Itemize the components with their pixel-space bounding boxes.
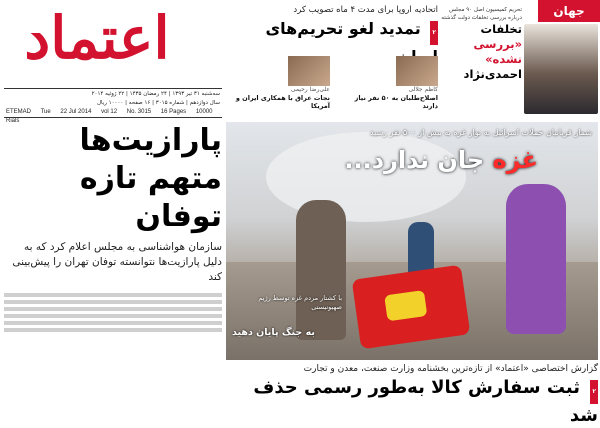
dateline bbox=[4, 88, 222, 124]
left-story-dek: سازمان هواشناسی به مجلس اعلام کرد که به دلیل پارازیت‌ها نتوانسته توفان تهران را پیش‌بینی کند bbox=[12, 241, 222, 283]
dateline-persian-2: سال دوازدهم | شماره ۳۰۱۵ | ۱۶ صفحه | ۱۰۰۰۰ ریال bbox=[97, 100, 220, 106]
mini-stories bbox=[222, 56, 438, 116]
photo-caption-bold: به جنگ پایان دهید bbox=[232, 327, 315, 338]
bottom-story-headline-text: ثبت سفارش کالا به‌طور رسمی حذف شد bbox=[253, 377, 598, 426]
photo-figure-left bbox=[296, 200, 346, 340]
dateline-persian-1: سه‌شنبه ۳۱ تیر ۱۳۹۳ | ۲۴ رمضان ۱۴۳۵ | ۲۲ ژوئیه ۲۰۱۴ bbox=[91, 91, 220, 97]
dateline-en-day: Tue bbox=[40, 109, 51, 115]
right-story-headline-2: «بررسی نشده» bbox=[473, 37, 522, 66]
dateline-en-price: 10000 Rials bbox=[6, 109, 213, 124]
bottom-story-page-number: ۲ bbox=[590, 380, 598, 404]
photo-story-headline-red: غزه bbox=[492, 146, 538, 174]
dateline-en-logo: ETEMAD bbox=[6, 109, 32, 115]
mini-story-1-name: کاظم جلالی bbox=[408, 86, 438, 93]
mini-story-2-photo bbox=[288, 56, 330, 86]
top-story-headline-text: تمدید لغو تحریم‌های bbox=[265, 19, 421, 38]
section-badge: جهان bbox=[538, 0, 600, 22]
photo-story-kicker: شمار قربانیان حملات اسرائیل به نوار غزه به بیش از ۵۰۰ نفر رسید bbox=[369, 128, 592, 137]
dateline-en-vol: vol 12 bbox=[101, 109, 118, 115]
right-story-summary: تحریم کمیسیون اصل ۹۰ مجلس درباره بررسی تخلفات دولت گذشته bbox=[441, 7, 522, 21]
right-story-headline-3: احمدی‌نژاد bbox=[463, 67, 522, 81]
top-story-kicker: اتحادیه اروپا برای مدت ۴ ماه تصویب کرد bbox=[293, 5, 438, 15]
left-story-headline-2: متهم تازه توفان bbox=[79, 161, 222, 234]
mini-story-1[interactable] bbox=[338, 56, 438, 116]
photo-figure-right bbox=[506, 184, 566, 334]
dateline-en-date: 22 Jul 2014 bbox=[60, 109, 92, 115]
dateline-en-no: No. 3015 bbox=[126, 109, 152, 115]
lead-photo[interactable] bbox=[226, 122, 598, 360]
masthead-logo: اعتماد bbox=[24, 4, 170, 72]
bottom-story-kicker: گزارش اختصاصی «اعتماد» از تازه‌ترین بخشنامه وزارت صنعت، معدن و تجارت bbox=[303, 364, 598, 374]
mini-story-2-name: علی‌رضا رحیمی bbox=[290, 86, 330, 93]
right-story-text bbox=[440, 6, 522, 82]
mini-story-2[interactable] bbox=[230, 56, 330, 116]
mini-story-2-title: نجات عراق با همکاری ایران و آمریکا bbox=[235, 94, 330, 110]
dateline-en-pages: 16 Pages bbox=[160, 109, 187, 115]
top-story-page-number: ۲ bbox=[430, 21, 438, 45]
bottom-story-headline bbox=[226, 376, 598, 428]
mini-story-1-photo bbox=[396, 56, 438, 86]
left-story-headline-1: پارازیت‌ها bbox=[79, 123, 222, 158]
bottom-story[interactable] bbox=[226, 362, 598, 426]
right-story-headline-1: تخلفات bbox=[480, 22, 522, 36]
left-story-body-placeholder bbox=[4, 293, 222, 332]
photo-story-headline-rest: جان ندارد... bbox=[344, 146, 485, 174]
photo-caption: با کشتار مردم غزه توسط رژیم صهیونیستی bbox=[258, 294, 342, 311]
portrait-photo bbox=[524, 24, 598, 114]
top-story[interactable] bbox=[222, 4, 438, 52]
photo-story-headline bbox=[344, 146, 538, 174]
mini-story-1-title: اصلاح‌طلبان به ۵۰ نفر نیاز دارند bbox=[354, 94, 438, 110]
right-story[interactable] bbox=[438, 0, 600, 120]
left-story[interactable] bbox=[4, 122, 222, 414]
